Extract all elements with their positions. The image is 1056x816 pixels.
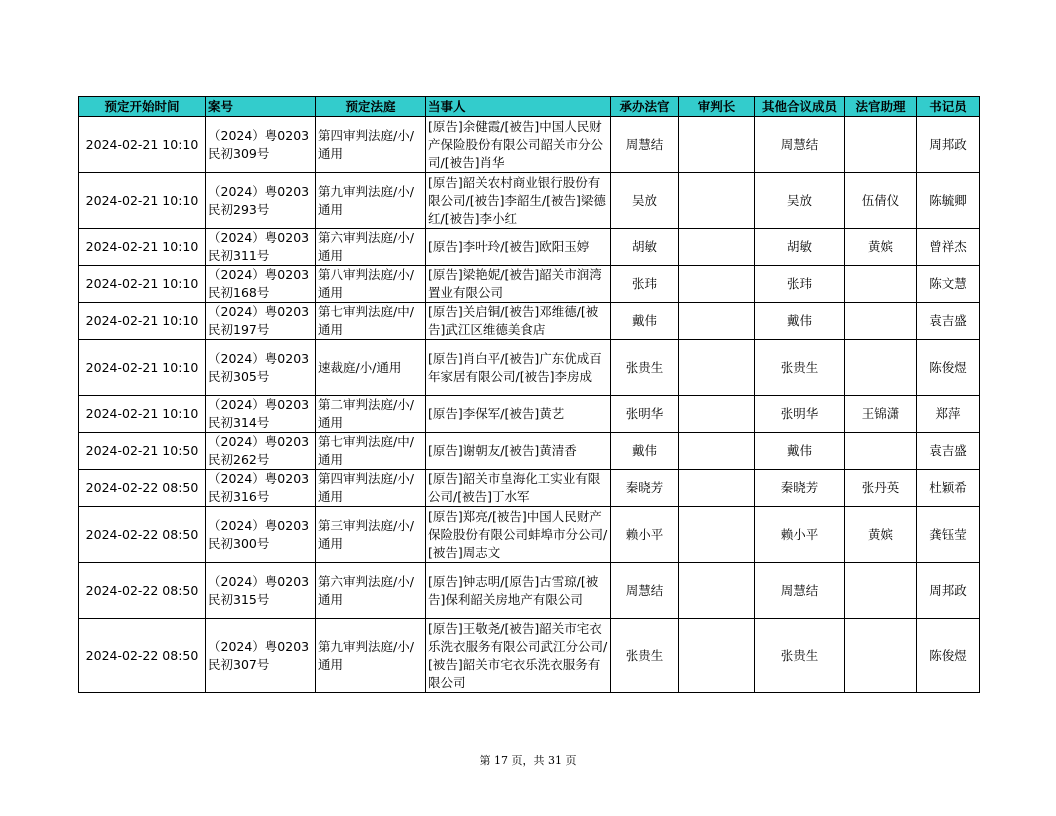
header-clerk: 书记员 [917,97,980,117]
table-row [79,470,980,507]
cell-judge: 张贵生 [611,619,679,693]
cell-assistant [845,117,917,173]
header-start-time: 预定开始时间 [79,97,206,117]
cell-members: 张贵生 [755,340,845,396]
cell-chief [679,563,755,619]
cell-chief [679,303,755,340]
cell-case: （2024）粤0203民初168号 [206,266,316,303]
page-number-footer: 第 17 页，共 31 页 [479,754,577,767]
table-row [79,619,980,693]
header-presiding-judge: 审判长 [679,97,755,117]
cell-assistant: 张丹英 [845,470,917,507]
cell-case: （2024）粤0203民初305号 [206,340,316,396]
cell-case: （2024）粤0203民初262号 [206,433,316,470]
header-courtroom: 预定法庭 [316,97,426,117]
cell-court: 第七审判法庭/中/通用 [316,433,426,470]
cell-assistant [845,266,917,303]
cell-clerk: 陈俊煜 [917,340,980,396]
header-case-number: 案号 [206,97,316,117]
cell-parties: [原告]李保军/[被告]黄艺 [426,396,611,433]
cell-members: 戴伟 [755,433,845,470]
cell-members: 张贵生 [755,619,845,693]
cell-time: 2024-02-21 10:10 [79,303,206,340]
cell-time: 2024-02-21 10:50 [79,433,206,470]
cell-chief [679,340,755,396]
cell-judge: 张贵生 [611,340,679,396]
cell-parties: [原告]余健霞/[被告]中国人民财产保险股份有限公司韶关市分公司/[被告]肖华 [426,117,611,173]
cell-judge: 吴放 [611,173,679,229]
cell-chief [679,117,755,173]
header-parties: 当事人 [426,97,611,117]
cell-court: 第六审判法庭/小/通用 [316,229,426,266]
cell-parties: [原告]韶关市皇海化工实业有限公司/[被告]丁水军 [426,470,611,507]
table-row [79,229,980,266]
cell-case: （2024）粤0203民初197号 [206,303,316,340]
table-row [79,396,980,433]
table-row [79,117,980,173]
cell-time: 2024-02-22 08:50 [79,470,206,507]
cell-parties: [原告]韶关农村商业银行股份有限公司/[被告]李韶生/[被告]梁德红/[被告]李小红 [426,173,611,229]
court-schedule-table [78,96,980,693]
cell-clerk: 曾祥杰 [917,229,980,266]
cell-court: 第九审判法庭/小/通用 [316,173,426,229]
cell-parties: [原告]肖白平/[被告]广东优成百年家居有限公司/[被告]李房成 [426,340,611,396]
cell-judge: 张明华 [611,396,679,433]
cell-chief [679,266,755,303]
cell-assistant: 伍倩仪 [845,173,917,229]
cell-time: 2024-02-22 08:50 [79,563,206,619]
cell-court: 第六审判法庭/小/通用 [316,563,426,619]
cell-court: 第四审判法庭/小/通用 [316,470,426,507]
table-row [79,266,980,303]
table-header-row [79,97,980,117]
cell-clerk: 陈毓卿 [917,173,980,229]
cell-case: （2024）粤0203民初314号 [206,396,316,433]
table-row [79,433,980,470]
cell-judge: 张玮 [611,266,679,303]
cell-judge: 秦晓芳 [611,470,679,507]
cell-court: 第七审判法庭/中/通用 [316,303,426,340]
cell-court: 速裁庭/小/通用 [316,340,426,396]
cell-judge: 赖小平 [611,507,679,563]
cell-clerk: 郑萍 [917,396,980,433]
cell-assistant [845,303,917,340]
cell-case: （2024）粤0203民初316号 [206,470,316,507]
cell-case: （2024）粤0203民初311号 [206,229,316,266]
cell-assistant: 王锦潇 [845,396,917,433]
cell-chief [679,173,755,229]
table-row [79,173,980,229]
cell-members: 张明华 [755,396,845,433]
cell-members: 周慧结 [755,117,845,173]
cell-parties: [原告]梁艳妮/[被告]韶关市润湾置业有限公司 [426,266,611,303]
cell-time: 2024-02-21 10:10 [79,396,206,433]
cell-assistant [845,619,917,693]
cell-time: 2024-02-22 08:50 [79,619,206,693]
cell-parties: [原告]关启铜/[被告]邓维德/[被告]武江区维德美食店 [426,303,611,340]
cell-members: 吴放 [755,173,845,229]
cell-judge: 戴伟 [611,433,679,470]
cell-chief [679,470,755,507]
cell-time: 2024-02-21 10:10 [79,117,206,173]
cell-judge: 周慧结 [611,563,679,619]
cell-case: （2024）粤0203民初315号 [206,563,316,619]
header-judge-assistant: 法官助理 [845,97,917,117]
cell-assistant [845,433,917,470]
cell-assistant: 黄嫔 [845,229,917,266]
cell-members: 张玮 [755,266,845,303]
table-row [79,563,980,619]
cell-judge: 胡敏 [611,229,679,266]
header-other-members: 其他合议成员 [755,97,845,117]
cell-case: （2024）粤0203民初300号 [206,507,316,563]
cell-case: （2024）粤0203民初309号 [206,117,316,173]
header-judge: 承办法官 [611,97,679,117]
cell-assistant: 黄嫔 [845,507,917,563]
cell-members: 胡敏 [755,229,845,266]
cell-members: 周慧结 [755,563,845,619]
cell-members: 赖小平 [755,507,845,563]
cell-assistant [845,340,917,396]
cell-chief [679,507,755,563]
cell-case: （2024）粤0203民初293号 [206,173,316,229]
cell-members: 秦晓芳 [755,470,845,507]
cell-time: 2024-02-21 10:10 [79,229,206,266]
cell-chief [679,396,755,433]
cell-parties: [原告]王敬尧/[被告]韶关市宅衣乐洗衣服务有限公司武江分公司/[被告]韶关市宅衣乐洗衣服务有限公司 [426,619,611,693]
cell-court: 第九审判法庭/小/通用 [316,619,426,693]
cell-parties: [原告]郑亮/[被告]中国人民财产保险股份有限公司蚌埠市分公司/[被告]周志文 [426,507,611,563]
cell-time: 2024-02-21 10:10 [79,340,206,396]
cell-members: 戴伟 [755,303,845,340]
cell-judge: 周慧结 [611,117,679,173]
table-row [79,303,980,340]
table-row [79,507,980,563]
cell-parties: [原告]李叶玲/[被告]欧阳玉婷 [426,229,611,266]
cell-clerk: 龚钰莹 [917,507,980,563]
cell-time: 2024-02-21 10:10 [79,173,206,229]
cell-parties: [原告]钟志明/[原告]古雪琼/[被告]保利韶关房地产有限公司 [426,563,611,619]
table-row [79,340,980,396]
cell-clerk: 陈俊煜 [917,619,980,693]
cell-clerk: 陈文慧 [917,266,980,303]
cell-chief [679,619,755,693]
cell-time: 2024-02-21 10:10 [79,266,206,303]
cell-time: 2024-02-22 08:50 [79,507,206,563]
cell-clerk: 袁吉盛 [917,433,980,470]
cell-chief [679,433,755,470]
cell-clerk: 袁吉盛 [917,303,980,340]
cell-court: 第三审判法庭/小/通用 [316,507,426,563]
cell-clerk: 周邦政 [917,563,980,619]
cell-court: 第八审判法庭/小/通用 [316,266,426,303]
cell-assistant [845,563,917,619]
cell-case: （2024）粤0203民初307号 [206,619,316,693]
cell-court: 第四审判法庭/小/通用 [316,117,426,173]
cell-court: 第二审判法庭/小/通用 [316,396,426,433]
cell-parties: [原告]谢朝友/[被告]黄清香 [426,433,611,470]
cell-clerk: 周邦政 [917,117,980,173]
cell-clerk: 杜颖希 [917,470,980,507]
cell-chief [679,229,755,266]
cell-judge: 戴伟 [611,303,679,340]
